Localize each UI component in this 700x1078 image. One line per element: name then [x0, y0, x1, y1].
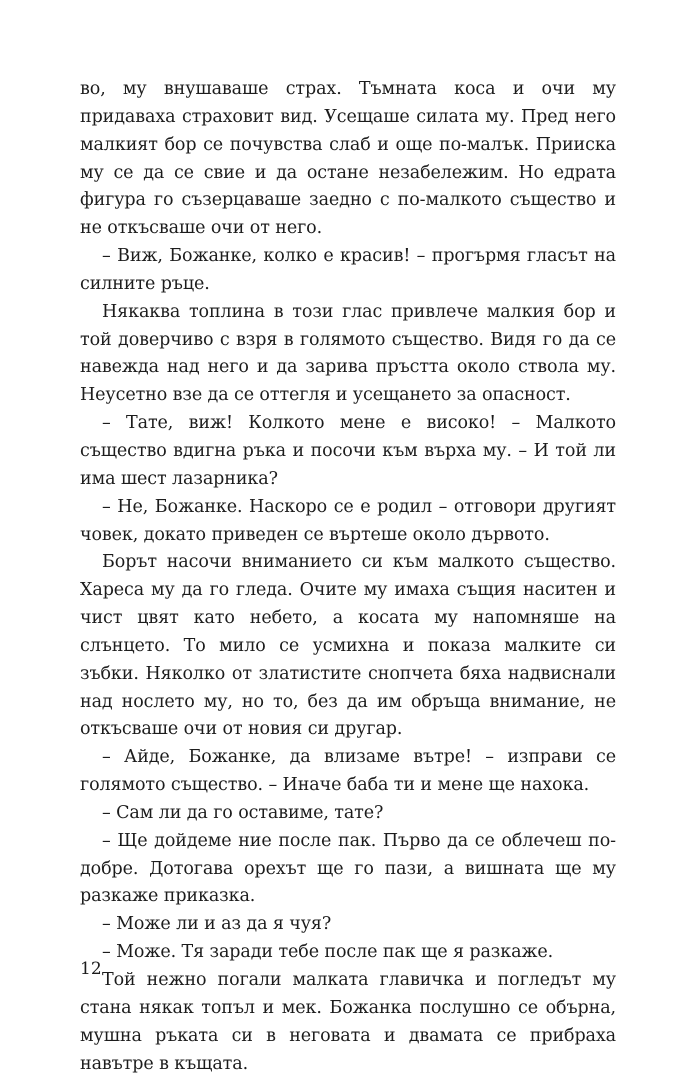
paragraph-6: Борът насочи вниманието си към малкото същество. Хареса му да го гледа. Очите му имаха същия наситен и чист цвят като небето, а косата му напомняше на слънцето. То мило се усмихна и показа малките си зъбки. Няколко от златистите снопчета бяха надвиснали над нослето му, но то, без да им обръща внимание, не откъсваше очи от новия си другар.: [80, 552, 616, 740]
paragraph-3: Някаква топлина в този глас привлече малкия бор и той доверчиво с взря в голямото същество. Видя го да се навежда над него и да зарива пръстта около ствола му. Неусетно взе да се оттегля и усещането за опасност.: [80, 301, 616, 406]
paragraph-11: – Може. Тя заради тебе после пак ще я разкаже.: [102, 942, 554, 963]
paragraph-2: – Виж, Божанке, колко е красив! – прогърмя гласът на силните ръце.: [80, 246, 616, 294]
page-text: [80, 76, 616, 1078]
paragraph-7: – Айде, Божанке, да влизаме вътре! – изправи се голямото същество. – Иначе баба ти и мене ще нахока.: [80, 747, 616, 796]
paragraph-10: – Може ли и аз да я чуя?: [102, 914, 332, 935]
paragraph-8: – Сам ли да го оставиме, тате?: [102, 802, 384, 823]
paragraph-1: во, му внушаваше страх. Тъмната коса и очи му придаваха страховит вид. Усещаше силата му. Пред него малкият бор се почувства слаб и още по-малък. Прииска му се да се свие и да остане незабележим. Но едрата фигура го съзерцаваше заедно с по-малкото същество и не откъсваше очи от него.: [80, 79, 616, 239]
paragraph-9: – Ще дойдеме ние после пак. Първо да се облечеш по-добре. Дотогава орехът ще го пази, а вишната ще му разкаже приказка.: [80, 830, 616, 907]
paragraph-4: – Тате, виж! Колкото мене е високо! – Малкото същество вдигна ръка и посочи към върха му. – И той ли има шест лазарника?: [80, 413, 616, 489]
paragraph-5: – Не, Божанке. Наскоро се е родил – отговори другият човек, докато приведен се въртеше около дървото.: [80, 496, 616, 545]
paragraph-12: Той нежно погали малката главичка и погледът му стана някак топъл и мек. Божанка послушно се обърна, мушна ръката си в неговата и двамата се прибраха навътре в къщата.: [80, 970, 616, 1074]
page-number: 12: [80, 959, 102, 979]
